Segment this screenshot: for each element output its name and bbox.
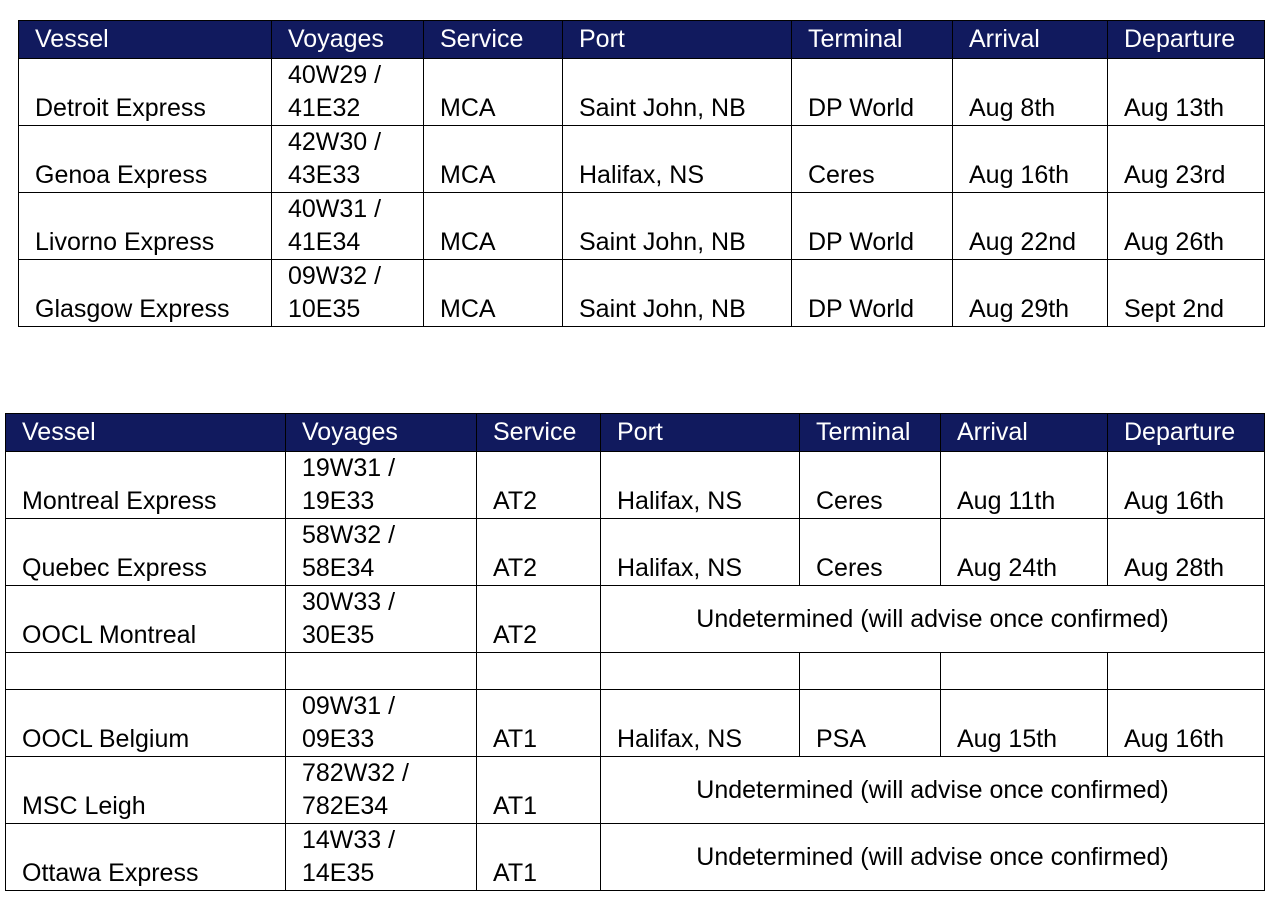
departure-cell: Aug 16th [1108, 452, 1265, 519]
empty-cell [477, 653, 601, 690]
vessel-cell: Ottawa Express [6, 824, 286, 891]
header-port: Port [601, 414, 800, 452]
table-row [6, 519, 1265, 586]
terminal-cell: Ceres [800, 452, 941, 519]
table-row [19, 59, 1265, 126]
empty-cell [941, 653, 1108, 690]
service-cell: AT1 [477, 690, 601, 757]
vessel-cell: OOCL Belgium [6, 690, 286, 757]
port-cell: Saint John, NB [563, 193, 792, 260]
voyages-cell: 30W33 / 30E35 [286, 586, 477, 653]
terminal-cell: PSA [800, 690, 941, 757]
header-departure: Departure [1108, 414, 1265, 452]
service-cell: MCA [424, 193, 563, 260]
header-voyages: Voyages [272, 21, 424, 59]
vessel-cell: Quebec Express [6, 519, 286, 586]
terminal-cell: DP World [792, 59, 953, 126]
departure-cell: Sept 2nd [1108, 260, 1265, 327]
port-cell: Saint John, NB [563, 59, 792, 126]
header-service: Service [424, 21, 563, 59]
table-row [19, 126, 1265, 193]
voyages-cell: 14W33 / 14E35 [286, 824, 477, 891]
empty-cell [6, 653, 286, 690]
header-vessel: Vessel [6, 414, 286, 452]
port-cell: Halifax, NS [601, 690, 800, 757]
vessel-cell: Glasgow Express [19, 260, 272, 327]
arrival-cell: Aug 29th [953, 260, 1108, 327]
undetermined-note: Undetermined (will advise once confirmed) [601, 586, 1265, 653]
header-vessel: Vessel [19, 21, 272, 59]
terminal-cell: Ceres [792, 126, 953, 193]
vessel-schedule-table-1 [18, 20, 1265, 327]
vessel-cell: Livorno Express [19, 193, 272, 260]
table-row [19, 193, 1265, 260]
table-row [6, 690, 1265, 757]
voyages-cell: 58W32 / 58E34 [286, 519, 477, 586]
table-row [6, 824, 1265, 891]
service-cell: AT1 [477, 757, 601, 824]
departure-cell: Aug 16th [1108, 690, 1265, 757]
terminal-cell: DP World [792, 193, 953, 260]
header-departure: Departure [1108, 21, 1265, 59]
blank-row [6, 653, 1265, 690]
terminal-cell: Ceres [800, 519, 941, 586]
arrival-cell: Aug 24th [941, 519, 1108, 586]
undetermined-note: Undetermined (will advise once confirmed) [601, 757, 1265, 824]
header-row [6, 414, 1265, 452]
service-cell: AT2 [477, 452, 601, 519]
service-cell: AT1 [477, 824, 601, 891]
voyages-cell: 19W31 / 19E33 [286, 452, 477, 519]
service-cell: AT2 [477, 586, 601, 653]
header-terminal: Terminal [792, 21, 953, 59]
empty-cell [800, 653, 941, 690]
empty-cell [286, 653, 477, 690]
voyages-cell: 09W32 / 10E35 [272, 260, 424, 327]
port-cell: Halifax, NS [601, 519, 800, 586]
vessel-cell: OOCL Montreal [6, 586, 286, 653]
port-cell: Saint John, NB [563, 260, 792, 327]
header-terminal: Terminal [800, 414, 941, 452]
arrival-cell: Aug 8th [953, 59, 1108, 126]
header-arrival: Arrival [941, 414, 1108, 452]
port-cell: Halifax, NS [601, 452, 800, 519]
port-cell: Halifax, NS [563, 126, 792, 193]
table-row [6, 452, 1265, 519]
table-row [6, 757, 1265, 824]
vessel-schedule-table-2 [5, 413, 1265, 891]
header-service: Service [477, 414, 601, 452]
empty-cell [601, 653, 800, 690]
departure-cell: Aug 23rd [1108, 126, 1265, 193]
departure-cell: Aug 13th [1108, 59, 1265, 126]
terminal-cell: DP World [792, 260, 953, 327]
vessel-cell: MSC Leigh [6, 757, 286, 824]
undetermined-note: Undetermined (will advise once confirmed) [601, 824, 1265, 891]
service-cell: AT2 [477, 519, 601, 586]
arrival-cell: Aug 16th [953, 126, 1108, 193]
voyages-cell: 40W29 / 41E32 [272, 59, 424, 126]
vessel-cell: Genoa Express [19, 126, 272, 193]
vessel-cell: Montreal Express [6, 452, 286, 519]
header-arrival: Arrival [953, 21, 1108, 59]
service-cell: MCA [424, 260, 563, 327]
vessel-cell: Detroit Express [19, 59, 272, 126]
header-row [19, 21, 1265, 59]
arrival-cell: Aug 22nd [953, 193, 1108, 260]
voyages-cell: 42W30 / 43E33 [272, 126, 424, 193]
voyages-cell: 09W31 / 09E33 [286, 690, 477, 757]
table-row [19, 260, 1265, 327]
voyages-cell: 782W32 / 782E34 [286, 757, 477, 824]
empty-cell [1108, 653, 1265, 690]
arrival-cell: Aug 15th [941, 690, 1108, 757]
service-cell: MCA [424, 126, 563, 193]
header-voyages: Voyages [286, 414, 477, 452]
departure-cell: Aug 28th [1108, 519, 1265, 586]
voyages-cell: 40W31 / 41E34 [272, 193, 424, 260]
arrival-cell: Aug 11th [941, 452, 1108, 519]
service-cell: MCA [424, 59, 563, 126]
departure-cell: Aug 26th [1108, 193, 1265, 260]
table-row [6, 586, 1265, 653]
header-port: Port [563, 21, 792, 59]
